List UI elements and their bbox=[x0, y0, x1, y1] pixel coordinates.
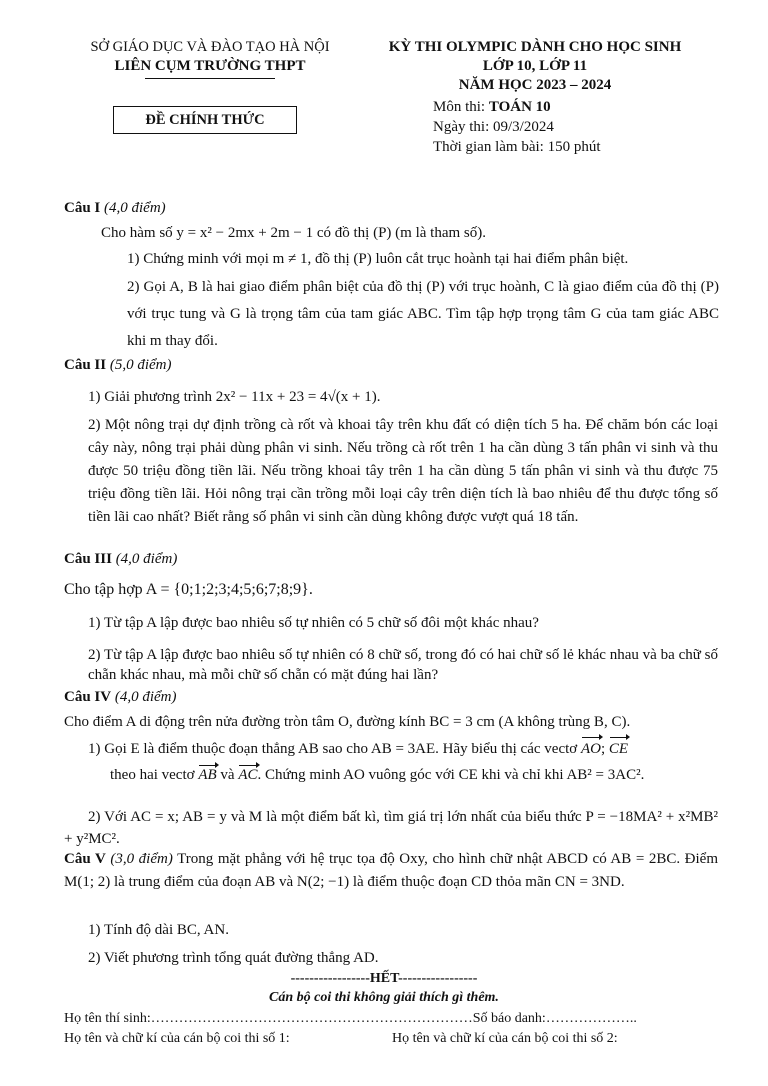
q3-label: Câu III bbox=[64, 551, 112, 567]
subject-line bbox=[433, 97, 601, 117]
vector-AO: AO bbox=[581, 736, 601, 762]
q4-p1-text-d: . Chứng minh AO vuông góc với CE khi và chỉ khi AB² = 3AC². bbox=[257, 767, 645, 783]
q5-intro: Trong mặt phẳng với hệ trục tọa độ Oxy, cho hình chữ nhật ABCD có AB = 2BC. Điểm M(1; 2) là trung điểm của đoạn AB và N(2; −1) là điểm thuộc đoạn CD thỏa mãn CN = 3ND. bbox=[64, 851, 718, 890]
header-underline bbox=[145, 78, 275, 79]
vector-AB: AB bbox=[198, 764, 216, 786]
official-badge: ĐỀ CHÍNH THỨC bbox=[113, 106, 297, 134]
q1-intro: Cho hàm số y = x² − 2mx + 2m − 1 có đồ thị (P) (m là tham số). bbox=[101, 225, 486, 241]
q5-part-1: 1) Tính độ dài BC, AN. bbox=[88, 922, 229, 938]
proctor-note: Cán bộ coi thi không giải thích gì thêm. bbox=[269, 990, 499, 1005]
end-marker: -----------------HẾT----------------- bbox=[290, 971, 478, 986]
question-1-title bbox=[64, 195, 166, 221]
subject: TOÁN 10 bbox=[488, 99, 551, 115]
q4-part-1-line-1: 1) Gọi E là điểm thuộc đoạn thẳng AB sao cho AB = 3AE. Hãy biểu thị các vectơ AO; CE bbox=[88, 736, 628, 762]
header-left bbox=[60, 38, 360, 79]
q3-part-2: 2) Từ tập A lập được bao nhiêu số tự nhiên có 8 chữ số, trong đó có hai chữ số lẻ khác nhau và ba chữ số chẵn khác nhau, mà mỗi chữ số chẵn có mặt đúng hai lần? bbox=[88, 647, 718, 683]
proctor-2-signature: Họ tên và chữ kí của cán bộ coi thi số 2: bbox=[392, 1031, 618, 1046]
q5-part-2: 2) Viết phương trình tổng quát đường thẳng AD. bbox=[88, 950, 379, 966]
q4-p1-text-b: theo hai vectơ bbox=[110, 767, 195, 783]
q1-points: (4,0 điểm) bbox=[104, 200, 166, 216]
q4-label: Câu IV bbox=[64, 689, 112, 705]
q2-label: Câu II bbox=[64, 357, 107, 373]
question-4-title bbox=[64, 684, 177, 710]
q1-part-2: 2) Gọi A, B là hai giao điểm phân biệt của đồ thị (P) với trục hoành, C là giao điểm của đồ thị (P) với trục tung và G là trọng tâm của tam giác ABC. Tìm tập hợp trọng tâm G của tam giác ABC khi m thay đổi. bbox=[127, 279, 719, 349]
exam-duration: Thời gian làm bài: 150 phút bbox=[433, 139, 601, 155]
q5-points: (3,0 điểm) bbox=[110, 851, 173, 867]
q5-label: Câu V bbox=[64, 851, 106, 867]
q3-intro: Cho tập hợp A = {0;1;2;3;4;5;6;7;8;9}. bbox=[64, 581, 313, 598]
vector-AC: AC bbox=[238, 764, 257, 786]
q4-intro: Cho điểm A di động trên nửa đường tròn tâm O, đường kính BC = 3 cm (A không trùng B, C). bbox=[64, 714, 631, 730]
exam-date: Ngày thi: 09/3/2024 bbox=[433, 119, 554, 135]
q2-part-2: 2) Một nông trại dự định trồng cà rốt và khoai tây trên khu đất có diện tích 5 ha. Để chăm bón các loại cây này, nông trại phải dùng phân vi sinh. Nếu trồng cà rốt trên 1 ha cần dùng 3 tấn phân vi sinh và thu được 50 triệu đồng tiền lãi. Nếu trồng khoai tây trên 1 ha cần dùng 5 tấn phân vi sinh và thu được 75 triệu đồng tiền lãi. Hỏi nông trại cần trồng mỗi loại cây trên diện tích là bao nhiêu để thu được tổng số tiền lãi cao nhất? Biết rằng số phân vi sinh cần dùng không được vượt quá 18 tấn. bbox=[88, 417, 718, 525]
q3-part-1: 1) Từ tập A lập được bao nhiêu số tự nhiên có 5 chữ số đôi một khác nhau? bbox=[88, 615, 539, 631]
q4-p1-text-c: và bbox=[220, 767, 235, 783]
exam-title-2: LỚP 10, LỚP 11 bbox=[482, 58, 588, 74]
proctor-1-signature: Họ tên và chữ kí của cán bộ coi thi số 1: bbox=[64, 1031, 290, 1046]
vector-CE: CE bbox=[609, 736, 628, 762]
question-5 bbox=[64, 848, 718, 894]
header-right bbox=[375, 38, 695, 95]
school-name: LIÊN CỤM TRƯỜNG THPT bbox=[114, 58, 306, 74]
subject-label: Môn thi: bbox=[433, 99, 489, 115]
q4-part-2: 2) Với AC = x; AB = y và M là một điểm bất kì, tìm giá trị lớn nhất của biểu thức P = −18MA² + x²MB² + y²MC². bbox=[64, 809, 718, 847]
q4-points: (4,0 điểm) bbox=[114, 689, 177, 705]
department-name: SỞ GIÁO DỤC VÀ ĐÀO TẠO HÀ NỘI bbox=[90, 39, 330, 55]
question-2-title bbox=[64, 352, 172, 378]
q3-points: (4,0 điểm) bbox=[115, 551, 178, 567]
q1-part-1: 1) Chứng minh với mọi m ≠ 1, đồ thị (P) luôn cắt trục hoành tại hai điểm phân biệt. bbox=[127, 251, 629, 267]
exam-info bbox=[433, 97, 601, 157]
question-3-title bbox=[64, 546, 177, 572]
candidate-line: Họ tên thí sinh:……………………………………………………………Số báo danh:……………….. bbox=[64, 1011, 637, 1026]
q4-p1-text-a: 1) Gọi E là điểm thuộc đoạn thẳng AB sao cho AB = 3AE. Hãy biểu thị các vectơ bbox=[88, 741, 578, 757]
exam-title-3: NĂM HỌC 2023 – 2024 bbox=[458, 77, 612, 93]
q1-label: Câu I bbox=[64, 200, 101, 216]
q2-points: (5,0 điểm) bbox=[109, 357, 172, 373]
q4-part-1-line-2 bbox=[110, 764, 718, 786]
q2-part-1: 1) Giải phương trình 2x² − 11x + 23 = 4√(x + 1). bbox=[88, 389, 381, 405]
exam-title-1: KỲ THI OLYMPIC DÀNH CHO HỌC SINH bbox=[388, 39, 682, 55]
